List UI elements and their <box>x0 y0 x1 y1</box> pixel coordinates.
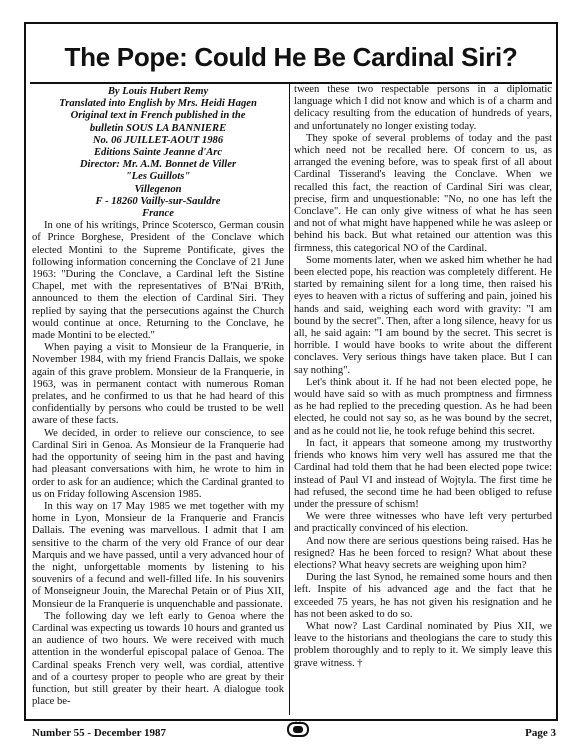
byline-line: "Les Guillots" <box>125 171 191 183</box>
byline-line: F - 18260 Vailly-sur-Sauldre <box>95 195 221 207</box>
paragraph: What now? Last Cardinal nominated by Pius XII, we leave to the historians and theologians the care to study this problem thoroughly and to reply to it. We simply leave this grave witness. † <box>294 620 552 669</box>
byline-line: Editions Sainte Jeanne d'Arc <box>93 147 223 159</box>
left-column <box>32 84 284 708</box>
right-column <box>294 84 552 670</box>
issue-number: Number 55 - December 1987 <box>32 727 167 739</box>
paragraph: In this way on 17 May 1985 we met together with my home in Lyon, Monsieur de la Franquerie and Francis Dallais. The evening was marvellous. I admit that I am sensitive to the charm of the very old France of our dear Marquis and we have passed, until a very advanced hour of the night, unforgettable moments by listening to his souvenirs of a fecund and well-filled life. In his souvenirs of Monseigneur Jouin, the Marechal Petain or of Pius XII, Monsieur de la Franquerie is unquenchable and passionate. <box>32 500 284 610</box>
paragraph: They spoke of several problems of today and the past which need not be recalled here. Of concern to us, as arranged the evening before, was to speak first of all about Cardinal Tisserand's leaving the Conclave. When we recalled this fact, the reaction of Cardinal Siri was clear, precise, firm and unquestionable: "No, no one has left the Conclave". He can only give witness of what he has seen and not of what might have happened while he was asleep or behind his back. But what retained our attention was this firmness, this categorical NO of the Cardinal. <box>294 132 552 254</box>
publication-logo-icon <box>286 719 310 739</box>
paragraph: In fact, it appears that someone among my trustworthy friends who knows him very well has assured me that the Cardinal had told them that he had been elected pope twice: instead of Paul VI and instead of Wojtyla. The first time he had refused, the second time he had been obliged to refuse under the pressure of schism! <box>294 437 552 510</box>
paragraph: We decided, in order to relieve our conscience, to see Cardinal Siri in Genoa. As Monsieur de la Franquerie had had the opportunity of seeing him in the past and having had pleasant conversations with him, he wrote to him in order to ask for an audience; which the Cardinal granted to us on Friday following Ascension 1985. <box>32 427 284 500</box>
paragraph: Let's think about it. If he had not been elected pope, he would have said so with as much promptness and firmness as he had replied to the preceding question. As he had been elected, he could not say so, as he was bound by the secret, and as he could not lie, he took refuge behind this secret. <box>294 376 552 437</box>
paragraph: The following day we left early to Genoa where the Cardinal was expecting us towards 10 hours and granted us an audience of two hours. We were received with much attention in the wonderful episcopal palace of Genoa. The Cardinal speaks French very well, was cordial, attentive and of a courtesy proper to people who are great by their function, but still greater by their heart. A dialogue took place be- <box>32 610 284 708</box>
paragraph: We were three witnesses who have left very perturbed and practically convinced of his election. <box>294 511 552 535</box>
paragraph: In one of his writings, Prince Scotersco, German cousin of Prince Borghese, President of the Conclave which elected Montini to the Supreme Pontificate, gives the following information concerning the Conclave of 21 June 1963: "During the Conclave, a Cardinal left the Sistine Chapel, met with the representatives of B'Nai B'Rith, announced to them the election of Cardinal Siri. They replied by saying that the persecutions against the Church would continue at once. Returning to the Conclave, he made Montini to be elected." <box>32 220 284 342</box>
paragraph: During the last Synod, he remained some hours and then left. Inspite of his advanced age and the fact that he exceeded 75 years, he has not given his resignation and he has not been asked to do so. <box>294 572 552 620</box>
paragraph: tween these two respectable persons in a diplomatic language which I did not know and which is of a charm and delicacy resulting from the education of hundreds of years, and unfortunately no longer existing today. <box>294 84 552 132</box>
page-number: Page 3 <box>525 727 556 739</box>
article-title: The Pope: Could He Be Cardinal Siri? <box>64 42 518 72</box>
byline-line: Original text in French published in the <box>70 110 246 122</box>
byline-line: bulletin SOUS LA BANNIERE <box>89 122 227 134</box>
byline-line: Director: Mr. A.M. Bonnet de Viller <box>79 159 237 171</box>
byline-line: Villegenon <box>134 183 182 195</box>
byline-line: No. 06 JUILLET-AOUT 1986 <box>92 134 224 146</box>
byline <box>32 86 284 220</box>
article-frame <box>24 22 558 721</box>
column-separator <box>289 84 290 715</box>
byline-line: By Louis Hubert Remy <box>107 86 209 97</box>
byline-line: France <box>142 208 174 220</box>
byline-line: Translated into English by Mrs. Heidi Hagen <box>59 98 257 110</box>
paragraph: And now there are serious questions being raised. Has he resigned? Has he been forced to resign? What about these elections? What heavy secrets are weighing upon him? <box>294 535 552 571</box>
page-footer <box>26 727 556 743</box>
paragraph: Some moments later, when we asked him whether he had been elected pope, his reaction was completely different. He started by remaining silent for a long time, then raised his eyes to heaven with a rictus of suffering and pain, joined his hands and said, weighing each word with gravity: "I am bound by the secret". Then, after a long silence, heavy for us all, he said again: "I am bound by the secret. This secret is horrible. I would have books to write about the different conclaves. Very serious things have taken place. But I can say nothing". <box>294 254 552 376</box>
paragraph: When paying a visit to Monsieur de la Franquerie, in November 1984, with my friend Francis Dallais, we spoke again of this grave problem. Monsieur de la Franquerie, in 1963, was in permanent contact with numerous Roman prelates, and he confirmed to us that he had heard of this confidentially by persons who could be trusted to be well aware of these facts. <box>32 342 284 427</box>
